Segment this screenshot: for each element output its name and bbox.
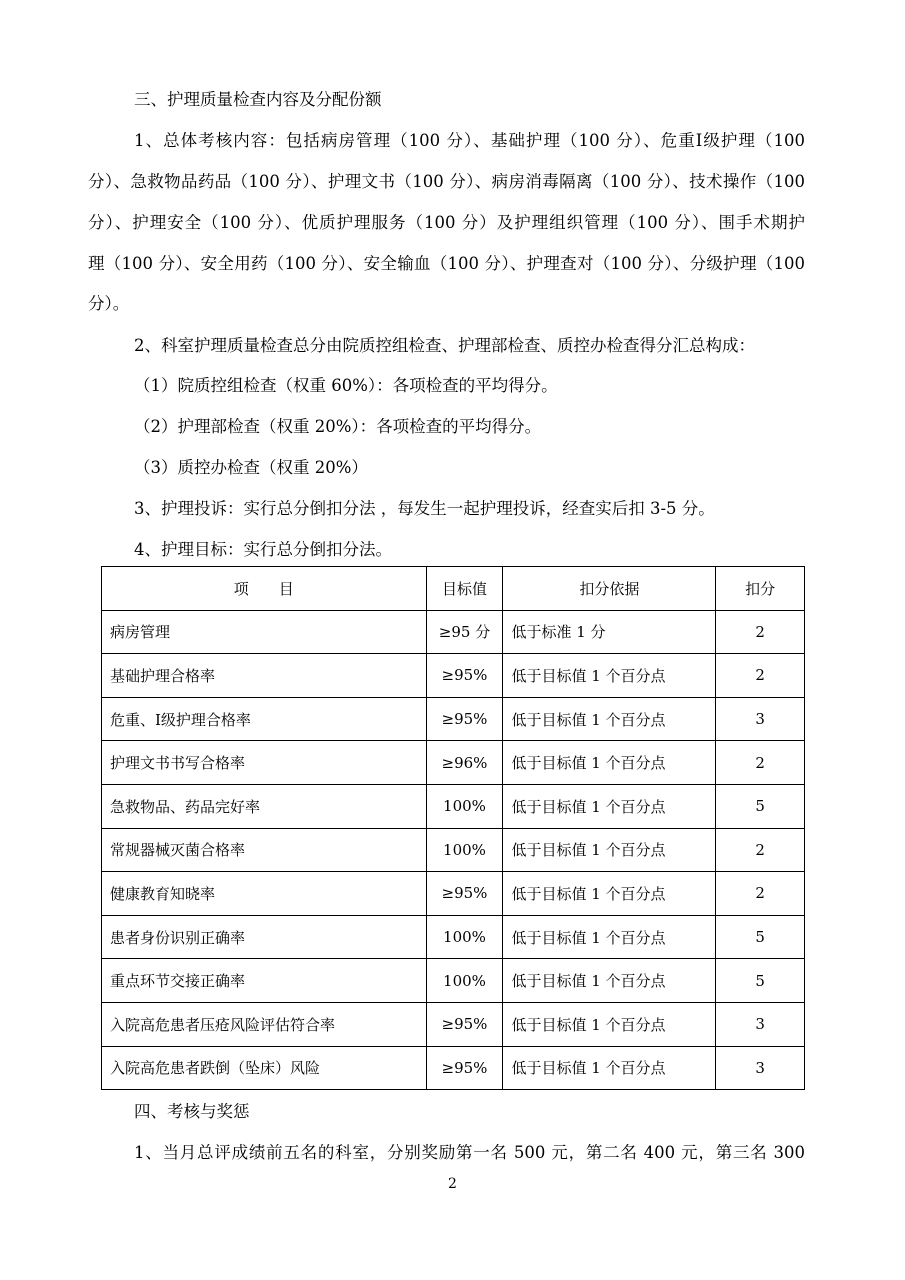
table-row	[102, 654, 805, 698]
cell-basis: 低于目标值 1 个百分点	[503, 915, 716, 959]
cell-item: 基础护理合格率	[102, 654, 427, 698]
cell-deduction: 5	[716, 915, 805, 959]
cell-deduction: 2	[716, 610, 805, 654]
cell-deduction: 2	[716, 654, 805, 698]
cell-deduction: 3	[716, 697, 805, 741]
cell-target: ≥95%	[426, 872, 503, 916]
table-row	[102, 784, 805, 828]
cell-basis: 低于目标值 1 个百分点	[503, 1002, 716, 1046]
page-number: 2	[448, 1176, 457, 1192]
cell-deduction: 2	[716, 872, 805, 916]
cell-deduction: 5	[716, 959, 805, 1003]
cell-basis: 低于目标值 1 个百分点	[503, 784, 716, 828]
cell-item: 护理文书书写合格率	[102, 741, 427, 785]
item2-text: 2、科室护理质量检查总分由院质控组检查、护理部检查、质控办检查得分汇总构成：	[134, 336, 755, 355]
item2-sub-1: （1）院质控组检查（权重 60%）：各项检查的平均得分。	[134, 376, 558, 395]
item4-text: 4、护理目标：实行总分倒扣分法。	[134, 540, 392, 559]
item1-line-5: 分）。	[88, 294, 130, 313]
cell-item: 入院高危患者跌倒（坠床）风险	[102, 1046, 427, 1090]
table-row	[102, 610, 805, 654]
cell-item: 常规器械灭菌合格率	[102, 828, 427, 872]
cell-target: ≥95%	[426, 1002, 503, 1046]
table-row	[102, 959, 805, 1003]
header-deduction: 扣分	[716, 567, 805, 611]
cell-basis: 低于目标值 1 个百分点	[503, 959, 716, 1003]
cell-deduction: 2	[716, 741, 805, 785]
cell-target: 100%	[426, 784, 503, 828]
cell-item: 急救物品、药品完好率	[102, 784, 427, 828]
cell-deduction: 2	[716, 828, 805, 872]
cell-item: 重点环节交接正确率	[102, 959, 427, 1003]
header-basis: 扣分依据	[503, 567, 716, 611]
cell-target: ≥95%	[426, 654, 503, 698]
item2-sub-2: （2）护理部检查（权重 20%）：各项检查的平均得分。	[134, 417, 542, 436]
cell-item: 入院高危患者压疮风险评估符合率	[102, 1002, 427, 1046]
table-row	[102, 697, 805, 741]
cell-basis: 低于目标值 1 个百分点	[503, 872, 716, 916]
cell-target: 100%	[426, 828, 503, 872]
item1-line-3: 分）、护理安全（100 分）、优质护理服务（100 分）及护理组织管理（100 分）、围手术期护	[88, 213, 805, 232]
cell-basis: 低于标准 1 分	[503, 610, 716, 654]
item1-line-1: 1、总体考核内容：包括病房管理（100 分）、基础护理（100 分）、危重Ⅰ级护理（100	[134, 131, 805, 150]
cell-target: ≥95 分	[426, 610, 503, 654]
cell-basis: 低于目标值 1 个百分点	[503, 1046, 716, 1090]
cell-basis: 低于目标值 1 个百分点	[503, 697, 716, 741]
section4-heading: 四、考核与奖惩	[134, 1102, 250, 1121]
item1-line-2: 分）、急救物品药品（100 分）、护理文书（100 分）、病房消毒隔离（100 分）、技术操作（100	[88, 172, 805, 191]
cell-basis: 低于目标值 1 个百分点	[503, 654, 716, 698]
section4-item1: 1、当月总评成绩前五名的科室，分别奖励第一名 500 元，第二名 400 元，第三名 300	[134, 1143, 805, 1162]
table-row	[102, 915, 805, 959]
cell-item: 健康教育知晓率	[102, 872, 427, 916]
section3-heading: 三、护理质量检查内容及分配份额	[134, 90, 382, 109]
cell-deduction: 3	[716, 1046, 805, 1090]
cell-target: ≥96%	[426, 741, 503, 785]
cell-target: ≥95%	[426, 1046, 503, 1090]
item1-line-4: 理（100 分）、安全用药（100 分）、安全输血（100 分）、护理查对（100 分）、分级护理（100	[88, 254, 805, 273]
table-row	[102, 1002, 805, 1046]
cell-item: 病房管理	[102, 610, 427, 654]
header-item: 项 目	[102, 567, 427, 611]
header-target: 目标值	[426, 567, 503, 611]
item2-sub-3: （3）质控办检查（权重 20%）	[134, 458, 368, 477]
table-row	[102, 1046, 805, 1090]
cell-deduction: 5	[716, 784, 805, 828]
item3-text: 3、护理投诉：实行总分倒扣分法 ，每发生一起护理投诉，经查实后扣 3-5 分。	[134, 499, 715, 518]
cell-basis: 低于目标值 1 个百分点	[503, 741, 716, 785]
nursing-goals-table	[101, 566, 805, 1090]
table-row	[102, 872, 805, 916]
table-row	[102, 828, 805, 872]
cell-item: 患者身份识别正确率	[102, 915, 427, 959]
table-header-row	[102, 567, 805, 611]
table-row	[102, 741, 805, 785]
cell-item: 危重、Ⅰ级护理合格率	[102, 697, 427, 741]
cell-target: ≥95%	[426, 697, 503, 741]
cell-basis: 低于目标值 1 个百分点	[503, 828, 716, 872]
cell-target: 100%	[426, 959, 503, 1003]
cell-target: 100%	[426, 915, 503, 959]
cell-deduction: 3	[716, 1002, 805, 1046]
